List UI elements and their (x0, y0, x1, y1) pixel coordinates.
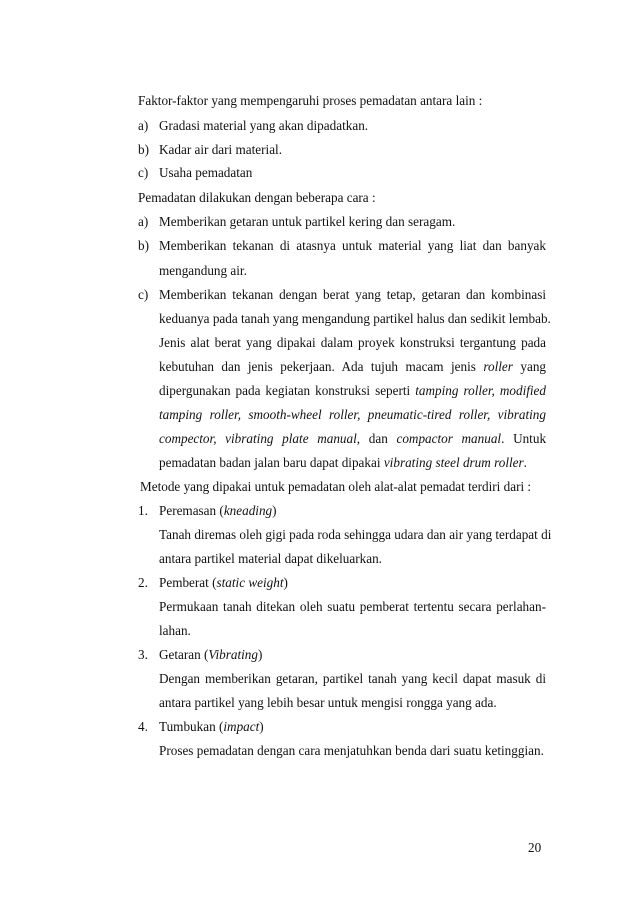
list-label: a) (138, 214, 149, 229)
italic-term: roller (483, 359, 513, 374)
text-span: yang (520, 359, 547, 374)
list-label: b) (138, 142, 149, 157)
paragraph-line: mengandung air. (159, 263, 247, 278)
italic-term: static weight (216, 575, 284, 590)
page-number: 20 (528, 840, 542, 855)
text-span: . (523, 455, 527, 470)
text-span: ) (272, 503, 277, 518)
paragraph-line: Tanah diremas oleh gigi pada roda sehingga udara dan air yang terdapat di (159, 527, 552, 542)
paragraph-line: lahan. (159, 623, 191, 638)
paragraph-line: Proses pemadatan dengan cara menjatuhkan benda dari suatu ketinggian. (159, 743, 544, 758)
text-span: ) (283, 575, 288, 590)
tool-name (159, 503, 277, 519)
tool-name (159, 647, 262, 663)
list-label: 1. (138, 503, 148, 518)
list-text: Kadar air dari material. (159, 142, 283, 157)
list-label: 4. (138, 719, 148, 734)
text-span: Peremasan ( (159, 503, 224, 518)
list-label: b) (138, 238, 149, 253)
list-text: Gradasi material yang akan dipadatkan. (159, 118, 369, 133)
list-label: c) (138, 165, 149, 180)
paragraph-line: Memberikan tekanan dengan berat yang tetap, getaran dan kombinasi (159, 287, 546, 302)
tools-intro-text: Metode yang dipakai untuk pemadatan oleh alat-alat pemadat terdiri dari : (140, 479, 532, 494)
text-span: Tumbukan ( (159, 719, 224, 734)
text-span: dipergunakan pada kegiatan konstruksi seperti (159, 383, 411, 398)
text-span: kebutuhan dan jenis pekerjaan. Ada tujuh macam jenis (159, 359, 476, 374)
list-label: 2. (138, 575, 148, 590)
paragraph-line (159, 383, 546, 399)
paragraph-line: Permukaan tanah ditekan oleh suatu pemberat tertentu secara perlahan- (159, 599, 546, 614)
paragraph-line (159, 431, 546, 447)
list-label: c) (138, 287, 149, 302)
italic-term: tamping roller, modified (415, 383, 547, 398)
italic-term: compector, vibrating plate manual (159, 431, 357, 446)
tool-name (159, 719, 264, 735)
italic-term: kneading (223, 503, 273, 518)
italic-term: Vibrating (208, 647, 258, 662)
list-label: a) (138, 118, 149, 133)
paragraph-line: Memberikan tekanan di atasnya untuk material yang liat dan banyak (159, 238, 546, 253)
paragraph-line: Dengan memberikan getaran, partikel tanah yang kecil dapat masuk di (159, 671, 546, 686)
methods-intro-text: Pemadatan dilakukan dengan beberapa cara : (138, 190, 376, 205)
paragraph-line: antara partikel material dapat dikeluarkan. (159, 551, 382, 566)
paragraph-line: antara partikel yang lebih besar untuk mengisi rongga yang ada. (159, 695, 497, 710)
text-span: Pemberat ( (159, 575, 217, 590)
intro-text: Faktor-faktor yang mempengaruhi proses pemadatan antara lain : (138, 93, 483, 108)
list-text: Usaha pemadatan (159, 165, 253, 180)
paragraph-line: Jenis alat berat yang dipakai dalam proyek konstruksi tergantung pada (159, 335, 546, 350)
italic-term: impact (223, 719, 260, 734)
text-span: ) (258, 647, 263, 662)
italic-term: tamping roller, smooth-wheel roller, pneumatic-tired roller, vibrating (159, 407, 546, 422)
text-span: . Untuk (501, 431, 547, 446)
text-span: pemadatan badan jalan baru dapat dipakai (159, 455, 381, 470)
paragraph-line (159, 407, 546, 423)
list-text: Memberikan getaran untuk partikel kering dan seragam. (159, 214, 456, 229)
text-span: , dan (356, 431, 388, 446)
paragraph-line (159, 455, 527, 471)
paragraph-line (159, 359, 546, 375)
text-span: Getaran ( (159, 647, 209, 662)
italic-term: vibrating steel drum roller (383, 455, 524, 470)
tool-name (159, 575, 288, 591)
paragraph-line: keduanya pada tanah yang mengandung partikel halus dan sedikit lembab. (159, 311, 551, 326)
italic-term: compactor manual (396, 431, 502, 446)
list-label: 3. (138, 647, 148, 662)
text-span: ) (259, 719, 264, 734)
